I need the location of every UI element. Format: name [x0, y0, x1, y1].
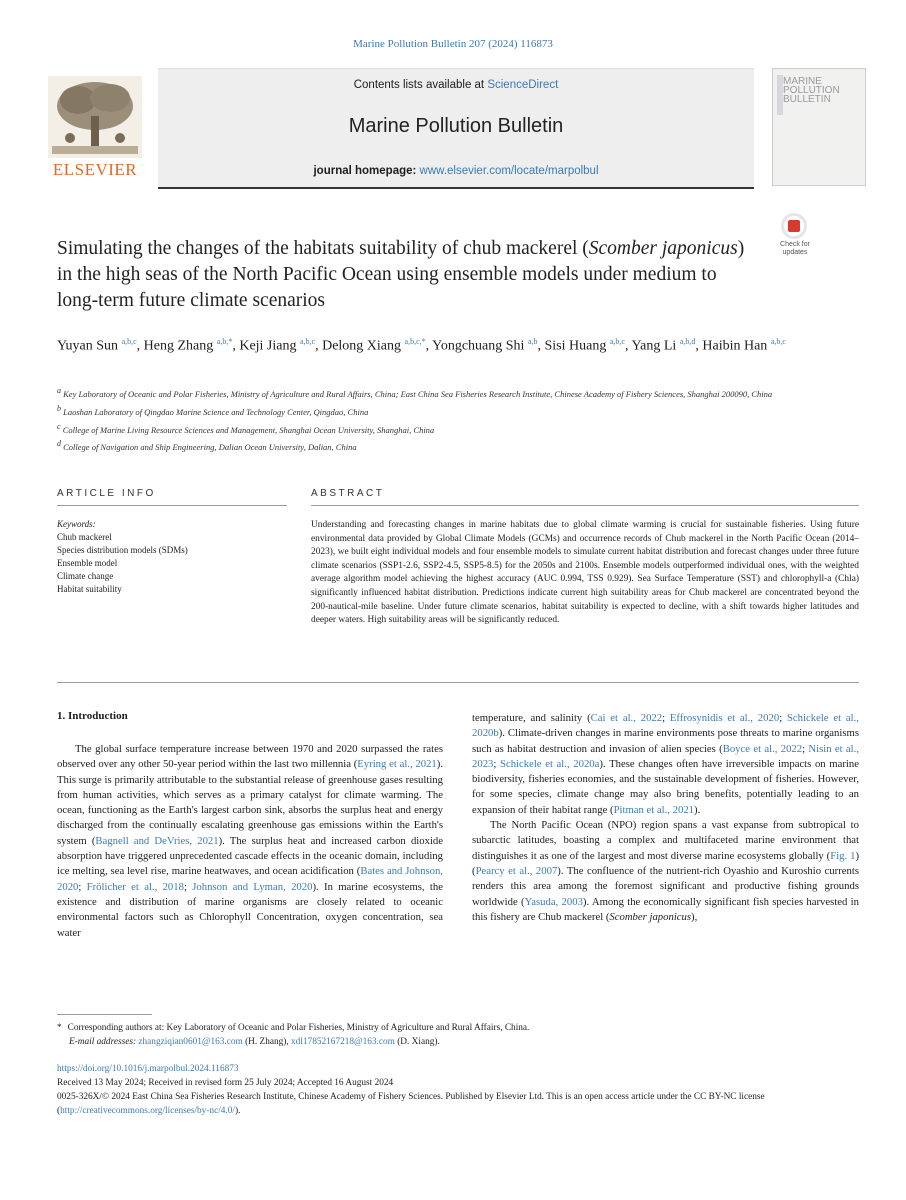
affiliation-item — [57, 437, 857, 454]
contents-prefix: Contents lists available at — [353, 79, 488, 91]
body-text: ), — [691, 910, 698, 923]
masthead — [40, 68, 866, 186]
copyright-text: 0025-326X/© 2024 East China Sea Fisheries Research Institute, Chinese Academy of Fishery Sciences. Published by Elsevier Ltd. This is an open access article under the CC BY-NC license ( — [57, 1092, 765, 1116]
citation-link[interactable]: Fig. 1 — [830, 849, 856, 862]
body-text: temperature, and salinity ( — [472, 712, 591, 724]
citation-link[interactable]: Schickele et al., 2020b — [472, 712, 859, 740]
elsevier-logo[interactable] — [40, 68, 150, 186]
author-affiliation-marker[interactable]: a,b,* — [216, 337, 233, 346]
affiliation-item — [57, 402, 857, 419]
body-text: ; — [802, 742, 809, 755]
author-list: Yuyan Sun $^{a,b,c}$, Heng Zhang $^{a,b,*}$, Keji Jiang $^{a,b,c}$, Delong Xiang $^{a,b,c,*}$, Yongchuang Shi $^{a,b}$, Sisi Huang $^{a,b,c}$, Yang Li $^{a,b,d}$, Haibin Han $^{a,b,c}$ — [57, 337, 786, 354]
author-name[interactable]: Yuyan Sun — [57, 338, 119, 354]
title-part-2: ) in the high seas of the North Pacific Ocean using ensemble models under medium to long-term future climate scenarios — [57, 238, 745, 311]
check-for-updates-button[interactable] — [770, 211, 820, 261]
title-species: Scomber japonicus — [588, 238, 738, 259]
affiliation-text: Key Laboratory of Oceanic and Polar Fisheries, Ministry of Agriculture and Rural Affairs, China; East China Sea Fisheries Research Institute, Chinese Academy of Fishery Sciences, Shanghai 200090, China — [61, 388, 773, 399]
contents-available — [158, 79, 754, 91]
affiliation-marker: d — [57, 439, 61, 449]
section-heading-introduction: 1. Introduction — [57, 710, 128, 722]
footnote-rule — [57, 1014, 152, 1015]
author-affiliation-marker[interactable]: a,b,c — [299, 337, 316, 346]
email-line — [57, 1035, 857, 1049]
citation-link[interactable]: Yasuda, 2003 — [524, 895, 583, 908]
received-dates: Received 13 May 2024; Received in revised form 25 July 2024; Accepted 16 August 2024 — [57, 1078, 394, 1088]
affiliation-marker: b — [57, 403, 61, 413]
journal-name[interactable]: Marine Pollution Bulletin — [348, 115, 564, 137]
affiliation-item — [57, 384, 857, 401]
bookmark-icon — [788, 220, 800, 232]
abstract-rule — [311, 505, 859, 506]
citation-link[interactable]: Effrosynidis et al., 2020 — [669, 712, 780, 724]
copyright-notice — [57, 1090, 862, 1118]
body-text: ; — [493, 757, 500, 770]
body-text: ). The surplus heat and increased carbon dioxide absorption have triggered unprecedented cascade effects in the oceanic domain, including ice melting, sea level rise, marine heatwaves, and ocean acidification ( — [57, 834, 443, 878]
author-name[interactable]: Haibin Han — [702, 338, 768, 354]
keywords-list — [57, 531, 277, 596]
citation-link[interactable]: Bagnell and DeVries, 2021 — [95, 834, 219, 847]
affiliation-marker: c — [57, 421, 61, 431]
email-who-1: (H. Zhang), — [242, 1037, 292, 1047]
email-label: E-mail addresses: — [69, 1037, 137, 1047]
footnote — [57, 1021, 857, 1049]
article-info-heading: ARTICLE INFO — [57, 488, 156, 499]
affiliation-item — [57, 420, 857, 437]
intro-left-column — [57, 742, 443, 941]
corresponding-author-note: * Corresponding authors at: Key Laboratory of Oceanic and Polar Fisheries, Ministry of Agriculture and Rural Affairs, China. — [57, 1023, 530, 1033]
keyword-item: Ensemble model — [57, 558, 118, 568]
author-name[interactable]: Yongchuang Shi — [432, 338, 525, 354]
author-affiliation-marker[interactable]: a,b,c — [609, 337, 625, 346]
keyword-item: Habitat suitability — [57, 584, 122, 594]
body-text: ). Climate-driven changes in marine environments pose threats to marine organisms such as habitat destruction and invasion of alien species ( — [472, 727, 859, 755]
keywords-block — [57, 518, 277, 596]
citation-link[interactable]: Eyring et al., 2021 — [357, 758, 437, 771]
elsevier-wordmark: ELSEVIER — [52, 160, 138, 179]
email-link-zhang[interactable]: zhangziqian0601@163.com — [138, 1037, 243, 1047]
article-title — [57, 236, 757, 314]
cover-title: MARINE POLLUTION BULLETIN — [783, 76, 840, 105]
affiliation-text: Laoshan Laboratory of Qingdao Marine Science and Technology Center, Qingdao, China — [61, 406, 369, 417]
journal-cover-thumbnail[interactable] — [772, 68, 866, 186]
body-text: The global surface temperature increase between 1970 and 2020 surpassed the rates observed over any other 50-year period within the last two millennia ( — [57, 743, 443, 771]
body-text: ; — [183, 880, 193, 893]
article-info-rule — [57, 505, 287, 506]
body-text: ) ( — [472, 849, 859, 877]
author-affiliation-marker[interactable]: a,b,c — [121, 337, 137, 346]
italic-term: Scomber japonicus — [609, 910, 692, 923]
body-text: ). These changes often have irreversible impacts on marine biodiversity, fisheries economies, and the sustainable development of fisheries. However, for some species, climate change may also bring benefits, potentially leading to an expansion of their habitat range ( — [472, 757, 859, 816]
abstract-bottom-rule — [57, 682, 859, 683]
author-name[interactable]: Keji Jiang — [239, 338, 297, 354]
journal-citation-line[interactable]: Marine Pollution Bulletin 207 (2024) 116873 — [353, 38, 553, 50]
body-text: ). Among the economically significant fish species harvested in this fishery are Chub mackerel ( — [472, 895, 859, 923]
citation-link[interactable]: Schickele et al., 2020a — [500, 757, 600, 770]
check-updates-label: Check for updates — [780, 241, 810, 256]
body-text: ). — [694, 803, 701, 816]
journal-homepage — [158, 165, 754, 177]
corresponding-text: Corresponding authors at: Key Laboratory of Oceanic and Polar Fisheries, Ministry of Agriculture and Rural Affairs, China. — [67, 1023, 530, 1033]
abstract-heading: ABSTRACT — [311, 488, 385, 499]
citation-link[interactable]: Bates and Johnson, 2020 — [57, 865, 443, 893]
elsevier-tree-icon — [48, 76, 142, 158]
citation-link[interactable]: Pitman et al., 2021 — [613, 803, 695, 816]
affiliation-marker: a — [57, 386, 61, 395]
intro-right-column — [472, 711, 859, 925]
homepage-link[interactable]: www.elsevier.com/locate/marpolbul — [419, 165, 599, 177]
citation-link[interactable]: Nisin et al., 2023 — [472, 742, 859, 770]
affiliations — [57, 384, 857, 455]
body-text: The North Pacific Ocean (NPO) region spans a vast expanse from subtropical to subarctic latitudes, boasting a complex and multifaceted marine environment that distinguishes it as one of the largest and most diverse marine ecosystems globally ( — [472, 819, 859, 862]
affiliation-text: College of Marine Living Resource Sciences and Management, Shanghai Ocean University, Shanghai, China — [60, 424, 435, 435]
keyword-item: Climate change — [57, 571, 114, 581]
affiliation-text: College of Navigation and Ship Engineering, Dalian Ocean University, Dalian, China — [61, 442, 357, 453]
body-text: ). In marine ecosystems, the existence and distribution of marine organisms are closely related to oceanic environmental factors such as Chlorophyll Concentration, oxygen concentration, sea water — [57, 880, 443, 939]
homepage-label: journal homepage: — [313, 165, 420, 177]
author-name[interactable]: Delong Xiang — [322, 338, 402, 354]
keyword-item: Species distribution models (SDMs) — [57, 545, 188, 555]
abstract-text: Understanding and forecasting changes in marine habitats due to global climate warming is crucial for sustainable fisheries. Using future environmental data provided by Global Climate Models (GCMs) and occurrence records of Chub mackerel in the North Pacific Ocean (2014–2023), we built eight individual models and four ensemble models to simulate current habitat distribution and forecast changes under three future climate scenarios (SSP1-2.6, SSP2-4.5, SSP5-8.5) for the 2050s and 2100s. Ensemble models outperformed individual ones, with the weighted average algorithm model achieving the highest accuracy (AUC 0.994, TSS 0.929). Sea Surface Temperature (SST) and chlorophyll-a (Chla) significantly influenced habitat distribution. Predictions indicate current high suitability areas for Chub mackerel are concentrated beyond the 200-nautical-mile baseline. Under future climate scenarios, habitat suitability is expected to decline, with a shift towards higher latitudes and deeper waters. High suitability areas will be significantly reduced. — [311, 520, 859, 626]
author-name[interactable]: Heng Zhang — [143, 338, 214, 354]
copyright-end: ). — [235, 1106, 241, 1116]
sciencedirect-link[interactable]: ScienceDirect — [487, 79, 559, 91]
doi-link[interactable]: https://doi.org/10.1016/j.marpolbul.2024.116873 — [57, 1064, 239, 1074]
citation-link[interactable]: Johnson and Lyman, 2020 — [192, 880, 313, 893]
license-link[interactable]: http://creativecommons.org/licenses/by-nc/4.0/ — [60, 1106, 235, 1116]
email-who-2: (D. Xiang). — [394, 1037, 440, 1047]
author-affiliation-marker[interactable]: a,b — [527, 337, 538, 346]
body-text: ). This surge is primarily attributable to the substantial release of greenhouse gases resulting from human activities, which serves as a primary catalyst for climate warming. The ocean, functioning as the Earth's largest carbon sink, absorbs the surplus heat and energy discharged from the continually escalating greenhouse gas emissions within the Earth's system ( — [57, 758, 443, 847]
citation-link[interactable]: Pearcy et al., 2007 — [475, 864, 558, 877]
intro-paragraph-1 — [57, 742, 443, 941]
keywords-label: Keywords: — [57, 519, 96, 529]
intro-paragraph-1-continued — [472, 711, 859, 818]
citation-link[interactable]: Cai et al., 2022 — [590, 712, 663, 724]
body-text: ). The confluence of the nutrient-rich Oyashio and Kuroshio currents renders this area among the foremost significant and productive fishing grounds worldwide ( — [472, 864, 859, 908]
author-name[interactable]: Yang Li — [631, 338, 677, 354]
email-link-xiang[interactable]: xdl17852167218@163.com — [291, 1037, 395, 1047]
author-affiliation-marker[interactable]: a,b,d — [679, 337, 696, 346]
author-name[interactable]: Sisi Huang — [544, 338, 607, 354]
author-affiliation-marker[interactable]: a,b,c — [770, 337, 786, 346]
keyword-item: Chub mackerel — [57, 532, 112, 542]
author-affiliation-marker[interactable]: a,b,c,* — [404, 337, 426, 346]
body-text: ; — [78, 880, 87, 893]
body-text: ; — [779, 712, 787, 724]
article-metadata — [57, 1062, 862, 1118]
citation-link[interactable]: Frölicher et al., 2018 — [86, 880, 184, 893]
title-part-1: Simulating the changes of the habitats suitability of chub mackerel ( — [57, 238, 589, 259]
journal-banner — [158, 68, 754, 189]
body-text: ; — [662, 712, 670, 724]
intro-paragraph-2 — [472, 818, 859, 925]
citation-link[interactable]: Boyce et al., 2022 — [722, 742, 803, 755]
